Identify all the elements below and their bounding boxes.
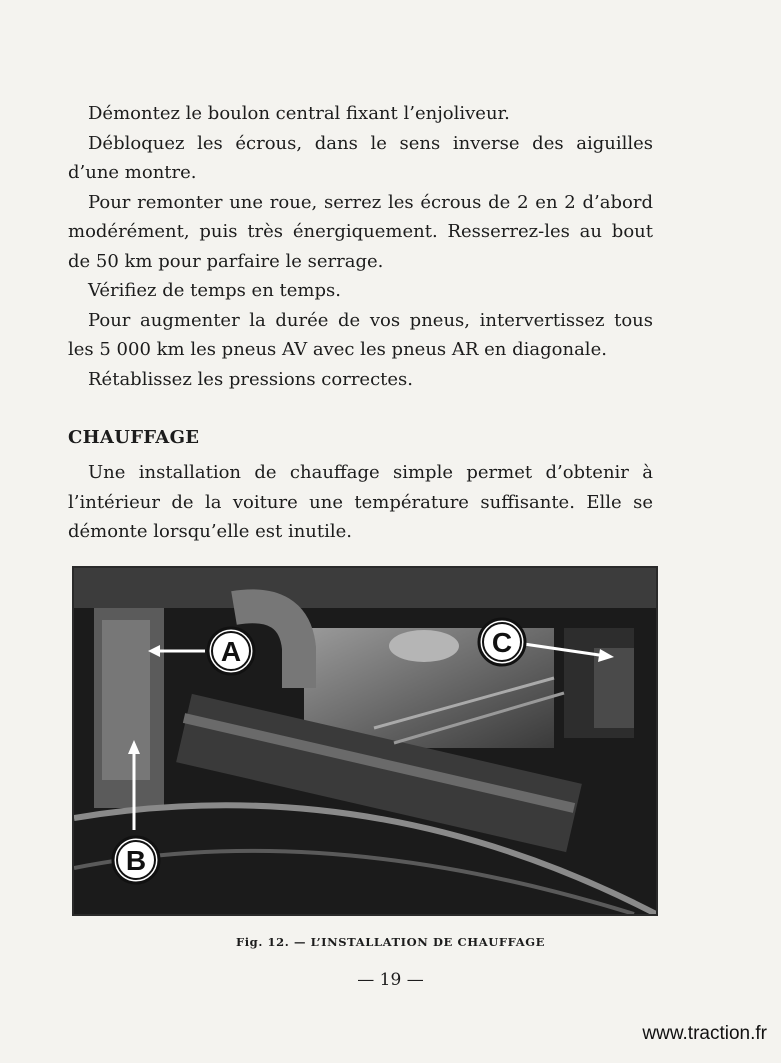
label-c: C — [491, 627, 513, 658]
paragraph: Démontez le boulon central fixant l’enjoliveur. — [88, 103, 510, 124]
label-b: B — [125, 845, 147, 876]
engine-photo — [72, 566, 658, 916]
paragraph: Vérifiez de temps en temps. — [88, 280, 341, 301]
paragraph: Pour augmenter la durée de vos pneus, intervertissez tous les 5 000 km les pneus AV avec les pneus AR en diagonale. — [68, 309, 653, 360]
section-text-block — [68, 458, 653, 547]
figure-caption: Fig. 12. — L’INSTALLATION DE CHAUFFAGE — [235, 935, 546, 949]
paragraph: Débloquez les écrous, dans le sens inverse des aiguilles d’une montre. — [68, 132, 653, 183]
section-heading: CHAUFFAGE — [68, 427, 200, 448]
paragraph: Pour remonter une roue, serrez les écrous de 2 en 2 d’abord modérément, puis très énergiquement. Resserrez-les au bout de 50 km pour parfaire le serrage. — [68, 191, 653, 272]
engine-photo-illustration — [74, 568, 656, 914]
section-paragraph: Une installation de chauffage simple permet d’obtenir à l’intérieur de la voiture une température suffisante. Elle se démonte lorsqu’elle est inutile. — [68, 462, 653, 542]
paragraph: Rétablissez les pressions correctes. — [88, 368, 414, 390]
page-number: — 19 — — [357, 970, 424, 990]
watermark: www.traction.fr — [642, 1023, 767, 1044]
top-text-block — [68, 99, 653, 394]
label-a: A — [220, 636, 242, 667]
